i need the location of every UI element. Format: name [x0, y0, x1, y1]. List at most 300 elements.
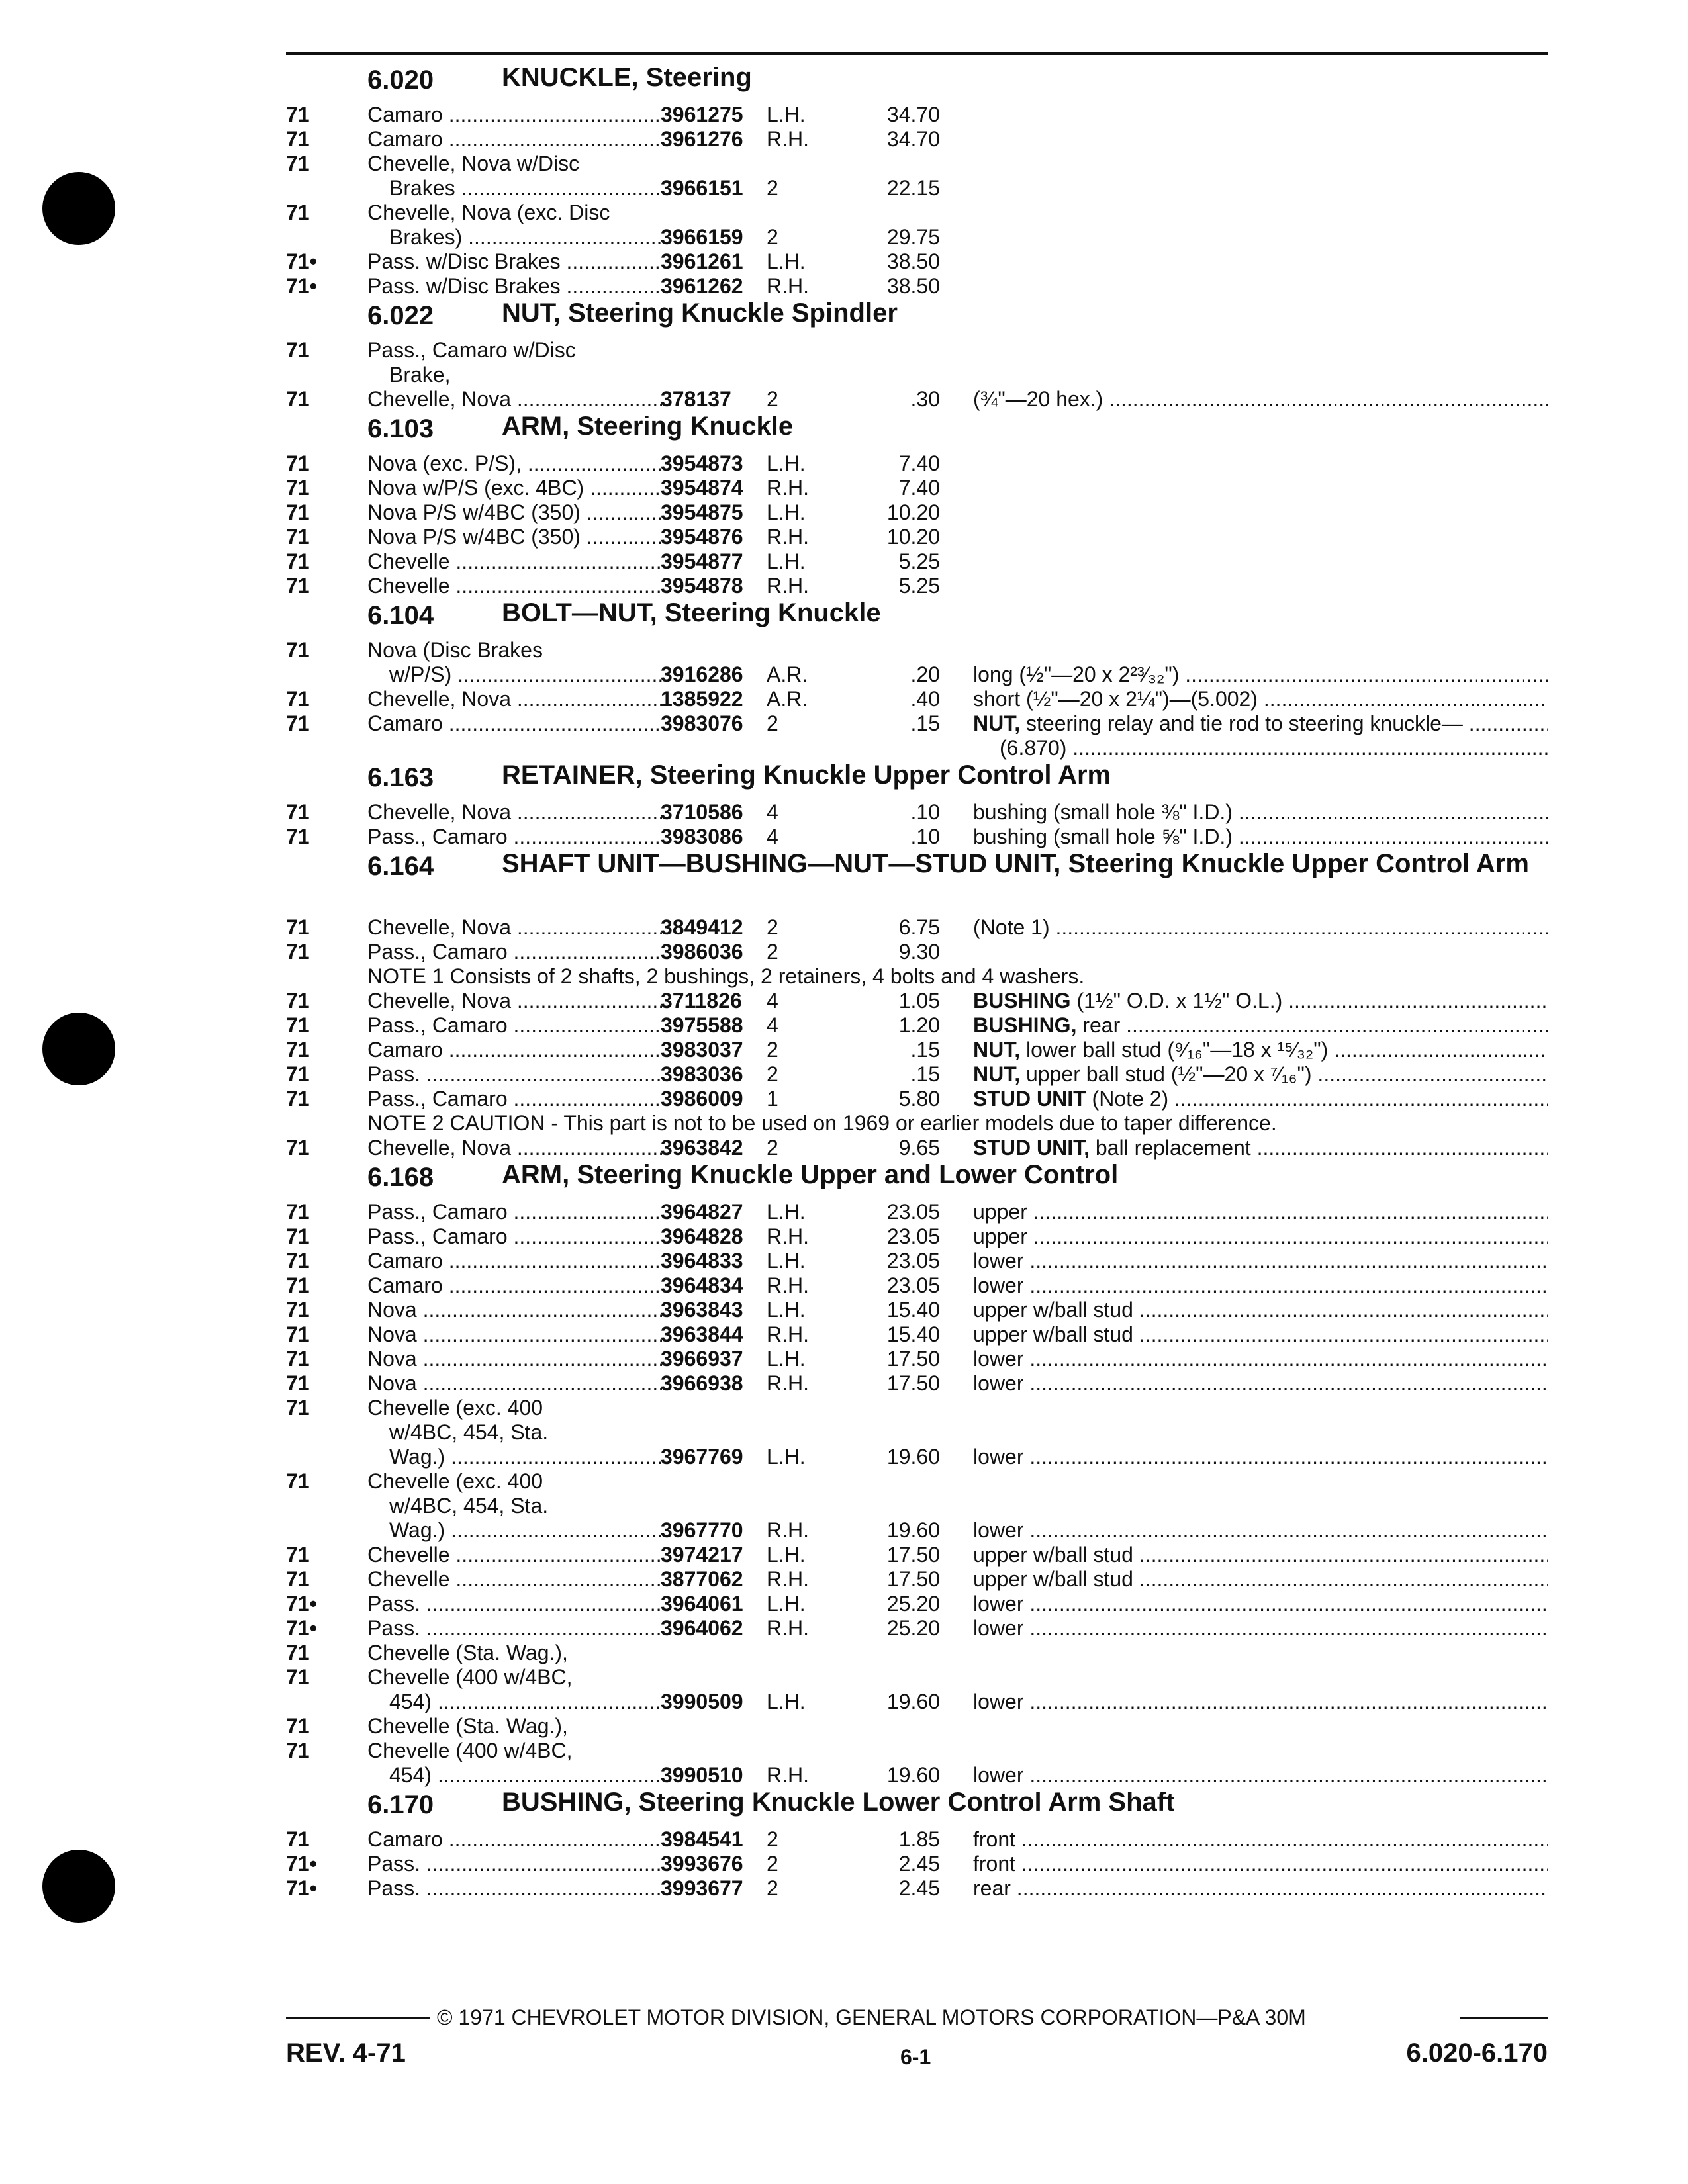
model-year: 71 — [286, 1322, 310, 1346]
catalog-row — [0, 1592, 1688, 1616]
list-price: .15 — [910, 1038, 940, 1062]
section-title: KNUCKLE, Steering — [502, 63, 752, 92]
section-title: NUT, Steering Knuckle Spindler — [502, 298, 898, 328]
remark-item-name: BUSHING, — [973, 1013, 1077, 1037]
remark — [973, 662, 1548, 687]
copyright-notice: © 1971 CHEVROLET MOTOR DIVISION, GENERAL MOTORS CORPORATION—P&A 30M — [437, 2005, 1306, 2029]
remark — [973, 1087, 1548, 1111]
note-text: NOTE 1 Consists of 2 shafts, 2 bushings, 2 retainers, 4 bolts and 4 washers. — [367, 964, 1085, 988]
part-number: 3966151 — [661, 176, 743, 200]
model-year: 71• — [286, 1876, 317, 1900]
section-number: 6.022 — [367, 301, 434, 330]
quantity: R.H. — [767, 1322, 809, 1346]
list-price: 25.20 — [886, 1616, 940, 1640]
application-description: Pass. ..... — [367, 1852, 662, 1876]
model-year: 71• — [286, 1616, 317, 1640]
quantity: R.H. — [767, 1616, 809, 1640]
list-price: 17.50 — [886, 1543, 940, 1567]
catalog-row — [0, 574, 1688, 598]
application-description: Chevelle, Nova ..... — [367, 387, 662, 412]
catalog-row — [0, 274, 1688, 298]
list-price: 2.45 — [898, 1876, 940, 1900]
quantity: 2 — [767, 1876, 778, 1900]
remark — [1000, 736, 1548, 760]
catalog-row — [0, 711, 1688, 736]
part-number: 3964827 — [661, 1200, 743, 1224]
application-description: Chevelle ..... — [367, 1543, 662, 1567]
remark-text: (1½" O.D. x 1½" O.L.) — [1076, 989, 1283, 1013]
application-description: w/4BC, 454, Sta. — [389, 1420, 549, 1444]
part-number: 3954878 — [661, 574, 743, 598]
quantity: 4 — [767, 825, 778, 848]
catalog-row — [0, 1224, 1688, 1249]
section-number: 6.164 — [367, 852, 434, 881]
application-description: Camaro ..... — [367, 1827, 662, 1852]
application-description: Chevelle (exc. 400 — [367, 1469, 543, 1493]
part-number: 3974217 — [661, 1543, 743, 1567]
model-year: 71 — [286, 1013, 310, 1037]
list-price: 5.25 — [898, 549, 940, 573]
quantity: 1 — [767, 1087, 778, 1111]
section-number: 6.168 — [367, 1163, 434, 1192]
list-price: 17.50 — [886, 1347, 940, 1371]
part-number: 3983076 — [661, 711, 743, 735]
remark — [973, 1136, 1548, 1160]
application-description: Chevelle, Nova ..... — [367, 989, 662, 1013]
application-description: Pass., Camaro ..... — [367, 940, 662, 964]
model-year: 71• — [286, 274, 317, 298]
list-price: 19.60 — [886, 1518, 940, 1542]
model-year: 71 — [286, 152, 310, 175]
catalog-row — [0, 1690, 1688, 1714]
part-number: 3963844 — [661, 1322, 743, 1346]
remark-text: lower — [973, 1273, 1024, 1297]
quantity: R.H. — [767, 274, 809, 298]
remark-text: (¾"—20 hex.) — [973, 387, 1103, 411]
model-year: 71 — [286, 1469, 310, 1493]
part-number: 3964062 — [661, 1616, 743, 1640]
application-description: Chevelle (Sta. Wag.), — [367, 1641, 568, 1664]
quantity: L.H. — [767, 1298, 806, 1322]
part-number: 3984541 — [661, 1827, 743, 1851]
quantity: L.H. — [767, 500, 806, 524]
model-year: 71 — [286, 800, 310, 824]
model-year: 71 — [286, 1298, 310, 1322]
list-price: 19.60 — [886, 1445, 940, 1469]
catalog-row — [0, 915, 1688, 940]
catalog-row — [0, 500, 1688, 525]
application-description: Pass. w/Disc Brakes ..... — [367, 250, 662, 274]
list-price: .10 — [910, 800, 940, 824]
remark — [973, 1876, 1548, 1901]
remark-text: lower — [973, 1371, 1024, 1395]
list-price: 34.70 — [886, 127, 940, 151]
remark — [973, 1827, 1548, 1852]
catalog-row — [0, 989, 1688, 1013]
application-description: Camaro ..... — [367, 711, 662, 736]
catalog-row — [0, 1420, 1688, 1445]
model-year: 71 — [286, 1062, 310, 1086]
model-year: 71• — [286, 1852, 317, 1876]
quantity: 2 — [767, 1827, 778, 1851]
application-description: Nova (Disc Brakes — [367, 638, 543, 662]
remark-text: upper w/ball stud — [973, 1298, 1133, 1322]
section-title: BUSHING, Steering Knuckle Lower Control Arm Shaft — [502, 1788, 1175, 1817]
part-number: 3954876 — [661, 525, 743, 549]
model-year: 71 — [286, 1249, 310, 1273]
application-description: Pass. ..... — [367, 1876, 662, 1901]
part-number: 3967769 — [661, 1445, 743, 1469]
remark — [973, 1200, 1548, 1224]
quantity: L.H. — [767, 103, 806, 126]
application-description: Pass., Camaro ..... — [367, 825, 662, 849]
list-price: 9.30 — [898, 940, 940, 964]
quantity: L.H. — [767, 1690, 806, 1713]
part-number: 3990509 — [661, 1690, 743, 1713]
parts-catalog — [0, 63, 1688, 1901]
application-description: w/4BC, 454, Sta. — [389, 1494, 549, 1518]
quantity: R.H. — [767, 127, 809, 151]
part-number: 3966159 — [661, 225, 743, 249]
list-price: .15 — [910, 1062, 940, 1086]
model-year: 71 — [286, 825, 310, 848]
remark-text: lower — [973, 1445, 1024, 1469]
part-number: 3967770 — [661, 1518, 743, 1542]
list-price: 38.50 — [886, 274, 940, 298]
remark — [973, 711, 1548, 736]
list-price: 38.50 — [886, 250, 940, 273]
part-number: 3986009 — [661, 1087, 743, 1111]
section-title: BOLT—NUT, Steering Knuckle — [502, 598, 881, 627]
catalog-row — [0, 1876, 1688, 1901]
list-price: 2.45 — [898, 1852, 940, 1876]
catalog-row — [0, 1396, 1688, 1420]
catalog-row — [0, 662, 1688, 687]
quantity: R.H. — [767, 1763, 809, 1787]
remark — [973, 1763, 1548, 1788]
list-price: 34.70 — [886, 103, 940, 126]
section-title: RETAINER, Steering Knuckle Upper Control Arm — [502, 760, 1111, 790]
section-heading — [0, 598, 1688, 638]
application-description: Chevelle (exc. 400 — [367, 1396, 543, 1420]
model-year: 71 — [286, 711, 310, 735]
application-description: Brakes ..... — [389, 176, 662, 201]
catalog-row — [0, 387, 1688, 412]
catalog-row — [0, 476, 1688, 500]
quantity: 2 — [767, 176, 778, 200]
list-price: .40 — [910, 687, 940, 711]
section-heading — [0, 1788, 1688, 1827]
quantity: L.H. — [767, 1347, 806, 1371]
catalog-row — [0, 338, 1688, 363]
part-number: 378137 — [661, 387, 731, 411]
model-year: 71 — [286, 1543, 310, 1567]
application-description: 454) ..... — [389, 1763, 662, 1788]
part-number: 3983037 — [661, 1038, 743, 1062]
model-year: 71 — [286, 1396, 310, 1420]
section-heading — [0, 63, 1688, 103]
list-price: 17.50 — [886, 1567, 940, 1591]
part-number: 3964061 — [661, 1592, 743, 1615]
model-year: 71 — [286, 989, 310, 1013]
catalog-row — [0, 1543, 1688, 1567]
application-description: Chevelle (400 w/4BC, — [367, 1665, 573, 1689]
catalog-row — [0, 525, 1688, 549]
application-description: Chevelle, Nova ..... — [367, 915, 662, 940]
remark-text: lower ball stud (⁹⁄₁₆"—18 x ¹⁵⁄₃₂") — [1026, 1038, 1329, 1062]
model-year: 71 — [286, 638, 310, 662]
remark-text: rear — [1082, 1013, 1121, 1037]
model-year: 71• — [286, 1592, 317, 1615]
remark-text: steering relay and tie rod to steering knuckle— — [1026, 711, 1463, 735]
list-price: 1.20 — [898, 1013, 940, 1037]
part-number: 3961276 — [661, 127, 743, 151]
model-year: 71 — [286, 1087, 310, 1111]
application-description: 454) ..... — [389, 1690, 662, 1714]
remark-item-name: NUT, — [973, 1062, 1021, 1086]
quantity: R.H. — [767, 1273, 809, 1297]
remark — [973, 915, 1548, 940]
list-price: 23.05 — [886, 1224, 940, 1248]
part-number: 3954873 — [661, 451, 743, 475]
catalog-note — [0, 964, 1688, 989]
part-number: 3877062 — [661, 1567, 743, 1591]
application-description: Chevelle, Nova (exc. Disc — [367, 201, 610, 224]
catalog-row — [0, 1013, 1688, 1038]
catalog-row — [0, 800, 1688, 825]
quantity: L.H. — [767, 1543, 806, 1567]
remark-item-name: BUSHING — [973, 989, 1071, 1013]
catalog-row — [0, 1087, 1688, 1111]
remark — [973, 1543, 1548, 1567]
catalog-row — [0, 225, 1688, 250]
list-price: 6.75 — [898, 915, 940, 939]
remark — [973, 1518, 1548, 1543]
list-price: 22.15 — [886, 176, 940, 200]
model-year: 71 — [286, 525, 310, 549]
quantity: L.H. — [767, 549, 806, 573]
part-number: 3966938 — [661, 1371, 743, 1395]
catalog-row — [0, 363, 1688, 387]
quantity: L.H. — [767, 1200, 806, 1224]
catalog-note — [0, 1111, 1688, 1136]
model-year: 71 — [286, 127, 310, 151]
catalog-row — [0, 1136, 1688, 1160]
catalog-row — [0, 736, 1688, 760]
application-description: Nova (exc. P/S), ..... — [367, 451, 662, 476]
remark — [973, 1592, 1548, 1616]
list-price: 1.05 — [898, 989, 940, 1013]
application-description: Camaro ..... — [367, 1249, 662, 1273]
catalog-row — [0, 1567, 1688, 1592]
part-number: 3963843 — [661, 1298, 743, 1322]
catalog-row — [0, 1827, 1688, 1852]
model-year: 71 — [286, 1827, 310, 1851]
list-price: 19.60 — [886, 1763, 940, 1787]
remark — [973, 1062, 1548, 1087]
remark-text: rear — [973, 1876, 1011, 1900]
remark-text: (Note 2) — [1092, 1087, 1169, 1111]
remark-item-name: STUD UNIT, — [973, 1136, 1090, 1160]
remark — [973, 1690, 1548, 1714]
footer-rule-right — [1460, 2017, 1548, 2019]
application-description: Pass. ..... — [367, 1592, 662, 1616]
part-number: 3964828 — [661, 1224, 743, 1248]
model-year: 71 — [286, 1136, 310, 1160]
section-number: 6.104 — [367, 601, 434, 630]
note-text: NOTE 2 CAUTION - This part is not to be used on 1969 or earlier models due to taper difference. — [367, 1111, 1277, 1135]
application-description: Nova ..... — [367, 1347, 662, 1371]
list-price: 15.40 — [886, 1298, 940, 1322]
list-price: 23.05 — [886, 1249, 940, 1273]
application-description: Pass., Camaro ..... — [367, 1013, 662, 1038]
application-description: Camaro ..... — [367, 1038, 662, 1062]
remark — [973, 387, 1548, 412]
quantity: L.H. — [767, 1445, 806, 1469]
remark-text: lower — [973, 1592, 1024, 1615]
part-number: 3993676 — [661, 1852, 743, 1876]
remark — [973, 1852, 1548, 1876]
remark-text: upper — [973, 1224, 1027, 1248]
list-price: 10.20 — [886, 525, 940, 549]
list-price: 5.80 — [898, 1087, 940, 1111]
part-number: 3961261 — [661, 250, 743, 273]
part-number: 3710586 — [661, 800, 743, 824]
list-price: .20 — [910, 662, 940, 686]
remark-text: lower — [973, 1518, 1024, 1542]
remark-text: upper w/ball stud — [973, 1543, 1133, 1567]
application-description: Pass. ..... — [367, 1062, 662, 1087]
application-description: Nova P/S w/4BC (350) ..... — [367, 525, 662, 549]
footer-rule-left — [286, 2017, 430, 2019]
catalog-row — [0, 1347, 1688, 1371]
part-number: 3983086 — [661, 825, 743, 848]
list-price: 17.50 — [886, 1371, 940, 1395]
remark — [973, 1445, 1548, 1469]
list-price: 10.20 — [886, 500, 940, 524]
quantity: 2 — [767, 915, 778, 939]
remark — [973, 1013, 1548, 1038]
section-heading — [0, 760, 1688, 800]
section-heading — [0, 412, 1688, 451]
remark — [973, 1371, 1548, 1396]
list-price: 5.25 — [898, 574, 940, 598]
remark-text: short (½"—20 x 2¼")—(5.002) — [973, 687, 1258, 711]
quantity: L.H. — [767, 1592, 806, 1615]
catalog-row — [0, 1273, 1688, 1298]
model-year: 71 — [286, 1567, 310, 1591]
remark-text: upper ball stud (½"—20 x ⁷⁄₁₆") — [1026, 1062, 1312, 1086]
remark-text: bushing (small hole ⅜" I.D.) — [973, 800, 1233, 824]
quantity: 4 — [767, 1013, 778, 1037]
quantity: L.H. — [767, 1249, 806, 1273]
top-rule — [286, 52, 1548, 55]
remark-text: lower — [973, 1347, 1024, 1371]
list-price: .15 — [910, 711, 940, 735]
list-price: 23.05 — [886, 1273, 940, 1297]
catalog-row — [0, 1739, 1688, 1763]
catalog-row — [0, 1616, 1688, 1641]
section-number: 6.103 — [367, 414, 434, 443]
part-number: 3961275 — [661, 103, 743, 126]
catalog-row — [0, 127, 1688, 152]
page-number: 6-1 — [900, 2045, 931, 2069]
quantity: L.H. — [767, 250, 806, 273]
section-range: 6.020-6.170 — [1406, 2038, 1548, 2068]
application-description: Camaro ..... — [367, 127, 662, 152]
application-description: Nova w/P/S (exc. 4BC) ..... — [367, 476, 662, 500]
remark-text: upper w/ball stud — [973, 1322, 1133, 1346]
application-description: Nova ..... — [367, 1371, 662, 1396]
remark — [973, 1224, 1548, 1249]
part-number: 3961262 — [661, 274, 743, 298]
page-footer — [0, 2005, 1688, 2085]
part-number: 1385922 — [661, 687, 743, 711]
application-description: Chevelle ..... — [367, 574, 662, 598]
part-number: 3993677 — [661, 1876, 743, 1900]
quantity: R.H. — [767, 525, 809, 549]
section-title: SHAFT UNIT—BUSHING—NUT—STUD UNIT, Steering Knuckle Upper Control Arm — [502, 849, 1529, 878]
quantity: 4 — [767, 989, 778, 1013]
quantity: 2 — [767, 1136, 778, 1160]
application-description: Pass. ..... — [367, 1616, 662, 1641]
application-description: Pass., Camaro ..... — [367, 1087, 662, 1111]
remark — [973, 1567, 1548, 1592]
catalog-row — [0, 687, 1688, 711]
remark — [973, 825, 1548, 849]
model-year: 71 — [286, 1641, 310, 1664]
quantity: R.H. — [767, 1567, 809, 1591]
section-heading — [0, 298, 1688, 338]
model-year: 71 — [286, 1714, 310, 1738]
application-description: Chevelle, Nova w/Disc — [367, 152, 580, 175]
remark-item-name: NUT, — [973, 711, 1021, 735]
part-number: 3966937 — [661, 1347, 743, 1371]
catalog-row — [0, 1714, 1688, 1739]
remark — [973, 1347, 1548, 1371]
catalog-row — [0, 1322, 1688, 1347]
catalog-row — [0, 1852, 1688, 1876]
quantity: R.H. — [767, 476, 809, 500]
section-title: ARM, Steering Knuckle Upper and Lower Control — [502, 1160, 1119, 1189]
list-price: 15.40 — [886, 1322, 940, 1346]
quantity: R.H. — [767, 1518, 809, 1542]
model-year: 71 — [286, 387, 310, 411]
part-number: 3983036 — [661, 1062, 743, 1086]
quantity: 4 — [767, 800, 778, 824]
application-description: Chevelle (400 w/4BC, — [367, 1739, 573, 1762]
catalog-row — [0, 1469, 1688, 1494]
remark-text: (6.870) — [1000, 736, 1067, 760]
quantity: 2 — [767, 1852, 778, 1876]
section-number: 6.170 — [367, 1790, 434, 1819]
model-year: 71 — [286, 338, 310, 362]
application-description: Pass. w/Disc Brakes ..... — [367, 274, 662, 298]
remark-text: ball replacement — [1095, 1136, 1251, 1160]
list-price: 19.60 — [886, 1690, 940, 1713]
application-description: Wag.) ..... — [389, 1445, 662, 1469]
part-number: 3964833 — [661, 1249, 743, 1273]
catalog-row — [0, 201, 1688, 225]
section-heading — [0, 849, 1688, 915]
catalog-row — [0, 1445, 1688, 1469]
section-heading — [0, 1160, 1688, 1200]
model-year: 71 — [286, 687, 310, 711]
list-price: .10 — [910, 825, 940, 848]
part-number: 3986036 — [661, 940, 743, 964]
remark-text: front — [973, 1852, 1016, 1876]
model-year: 71• — [286, 250, 317, 273]
